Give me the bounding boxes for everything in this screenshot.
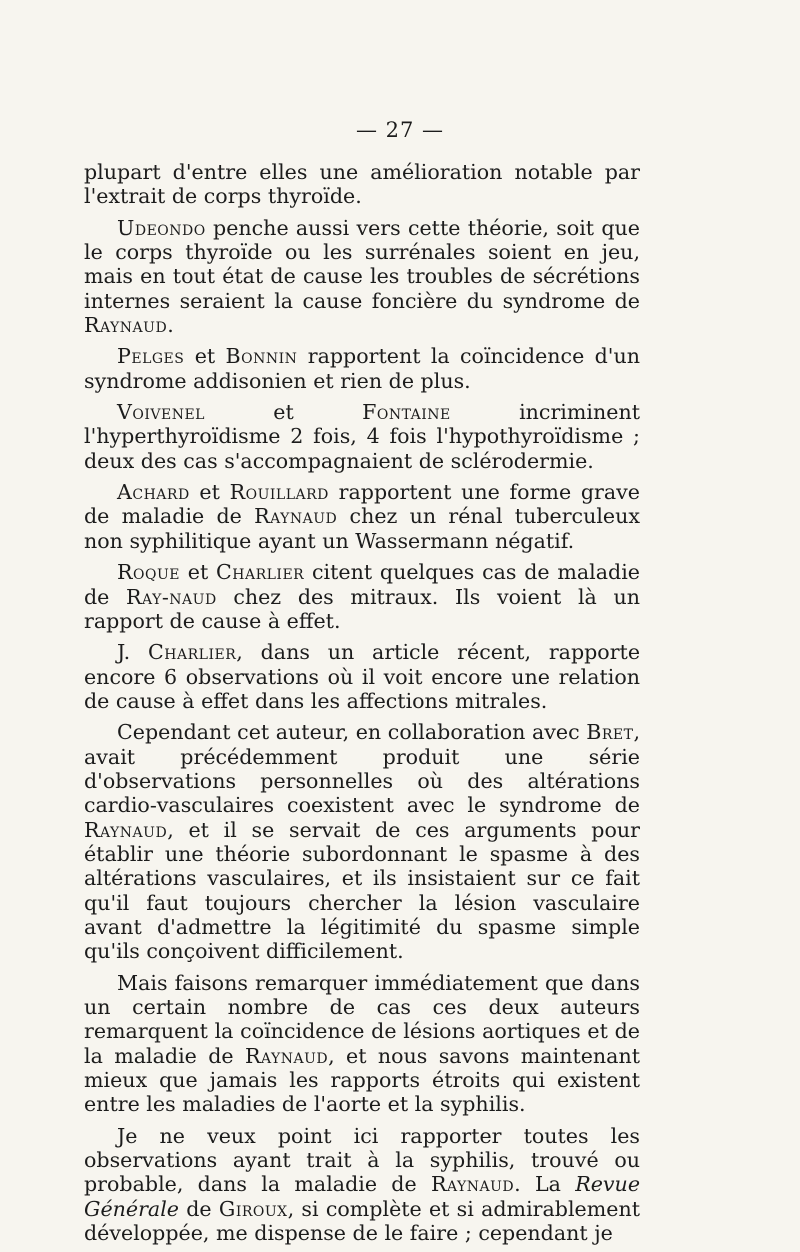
paragraph: [84, 216, 640, 338]
paragraph: [84, 344, 640, 393]
text-run: et: [189, 480, 230, 505]
paragraph: [84, 971, 640, 1117]
page-number: — 27 —: [355, 118, 445, 142]
text-run: de: [179, 1196, 219, 1221]
paragraph: [84, 1124, 640, 1246]
author-name: Fontaine: [362, 400, 451, 425]
author-name: Raynaud: [430, 1172, 515, 1197]
author-name: Charlier: [148, 640, 237, 665]
text-run: , si complète et si admirablement développée, me dispense de le faire ; cependant je: [84, 1196, 640, 1246]
paragraph: [84, 400, 640, 473]
author-name: Rouillard: [229, 480, 329, 505]
author-name: Voivenel: [117, 400, 205, 425]
author-name: Bret: [586, 720, 634, 745]
text-run: chez un rénal tuberculeux non syphilitique ayant un Wassermann négatif.: [84, 504, 640, 553]
text-run: J.: [117, 640, 149, 665]
text-run: rapportent une forme grave de maladie de: [84, 480, 640, 529]
text-run: citent quelques cas de maladie de: [84, 560, 640, 609]
text-run: , et il se servait de ces arguments pour établir une théorie subordonnant le spasme à des altérations vasculaires, et ils insistaient sur ce fait qu'il faut toujours chercher la lésion vasculaire avant d'admettre la légitimité du spasme simple qu'ils conçoivent difficilement.: [84, 817, 640, 964]
author-name: Giroux: [218, 1196, 288, 1221]
text-run: , avait précédemment produit une série d'observations personnelles où des altérations cardio-vasculaires coexistent avec le syndrome de: [84, 720, 640, 818]
author-name: Raynaud: [84, 313, 168, 338]
author-name: Raynaud: [244, 1043, 329, 1068]
author-name: Udeondo: [117, 215, 206, 240]
body-text: [84, 160, 640, 1252]
paragraph: [84, 160, 640, 209]
author-name: Raynaud: [254, 504, 338, 529]
text-run: . La: [514, 1172, 576, 1197]
text-run: .: [167, 313, 174, 338]
paragraph: [84, 720, 640, 963]
text-run: incriminent l'hyperthyroïdisme 2 fois, 4 fois l'hypothyroïdisme ; deux des cas s'accompagnaient de sclérodermie.: [84, 400, 640, 473]
text-run: et: [184, 344, 226, 369]
text-run: et: [179, 560, 216, 585]
text-run: chez des mitraux. Ils voient là un rapport de cause à effet.: [84, 584, 640, 633]
text-run: rapportent la coïncidence d'un syndrome addisonien et rien de plus.: [84, 344, 640, 393]
paragraph: [84, 480, 640, 553]
author-name: Roque: [117, 560, 180, 585]
text-run: penche aussi vers cette théorie, soit que le corps thyroïde ou les surrénales soient en jeu, mais en tout état de cause les troubles de sécrétions internes seraient la cause foncière du syndrome de: [84, 215, 640, 313]
text-run: Mais faisons remarquer immédiatement que dans un certain nombre de cas ces deux auteurs remarquent la coïncidence de lésions aortiques et de la maladie de: [84, 970, 640, 1068]
text-run: et: [204, 400, 363, 425]
author-name: Ray-naud: [126, 584, 217, 609]
text-run: , dans un article récent, rapporte encore 6 observations où il voit encore une relation de cause à effet dans les affections mitrales.: [84, 640, 641, 713]
author-name: Bonnin: [225, 344, 298, 369]
text-run: Je ne veux point ici rapporter toutes les observations ayant trait à la syphilis, trouvé ou probable, dans la maladie de: [84, 1123, 640, 1197]
paragraph: [84, 640, 640, 713]
author-name: Achard: [117, 480, 190, 505]
text-run: Cependant cet auteur, en collaboration avec: [117, 720, 587, 745]
text-run: , et nous savons maintenant mieux que jamais les rapports étroits qui existent entre les maladies de l'aorte et la syphilis.: [84, 1043, 640, 1117]
text-run: plupart d'entre elles une amélioration notable par l'extrait de corps thyroïde.: [84, 160, 640, 209]
paragraph: [84, 560, 640, 633]
author-name: Pelges: [117, 344, 185, 369]
italic-title: Revue Générale: [84, 1172, 641, 1221]
author-name: Charlier: [216, 560, 305, 585]
author-name: Raynaud: [84, 817, 168, 842]
